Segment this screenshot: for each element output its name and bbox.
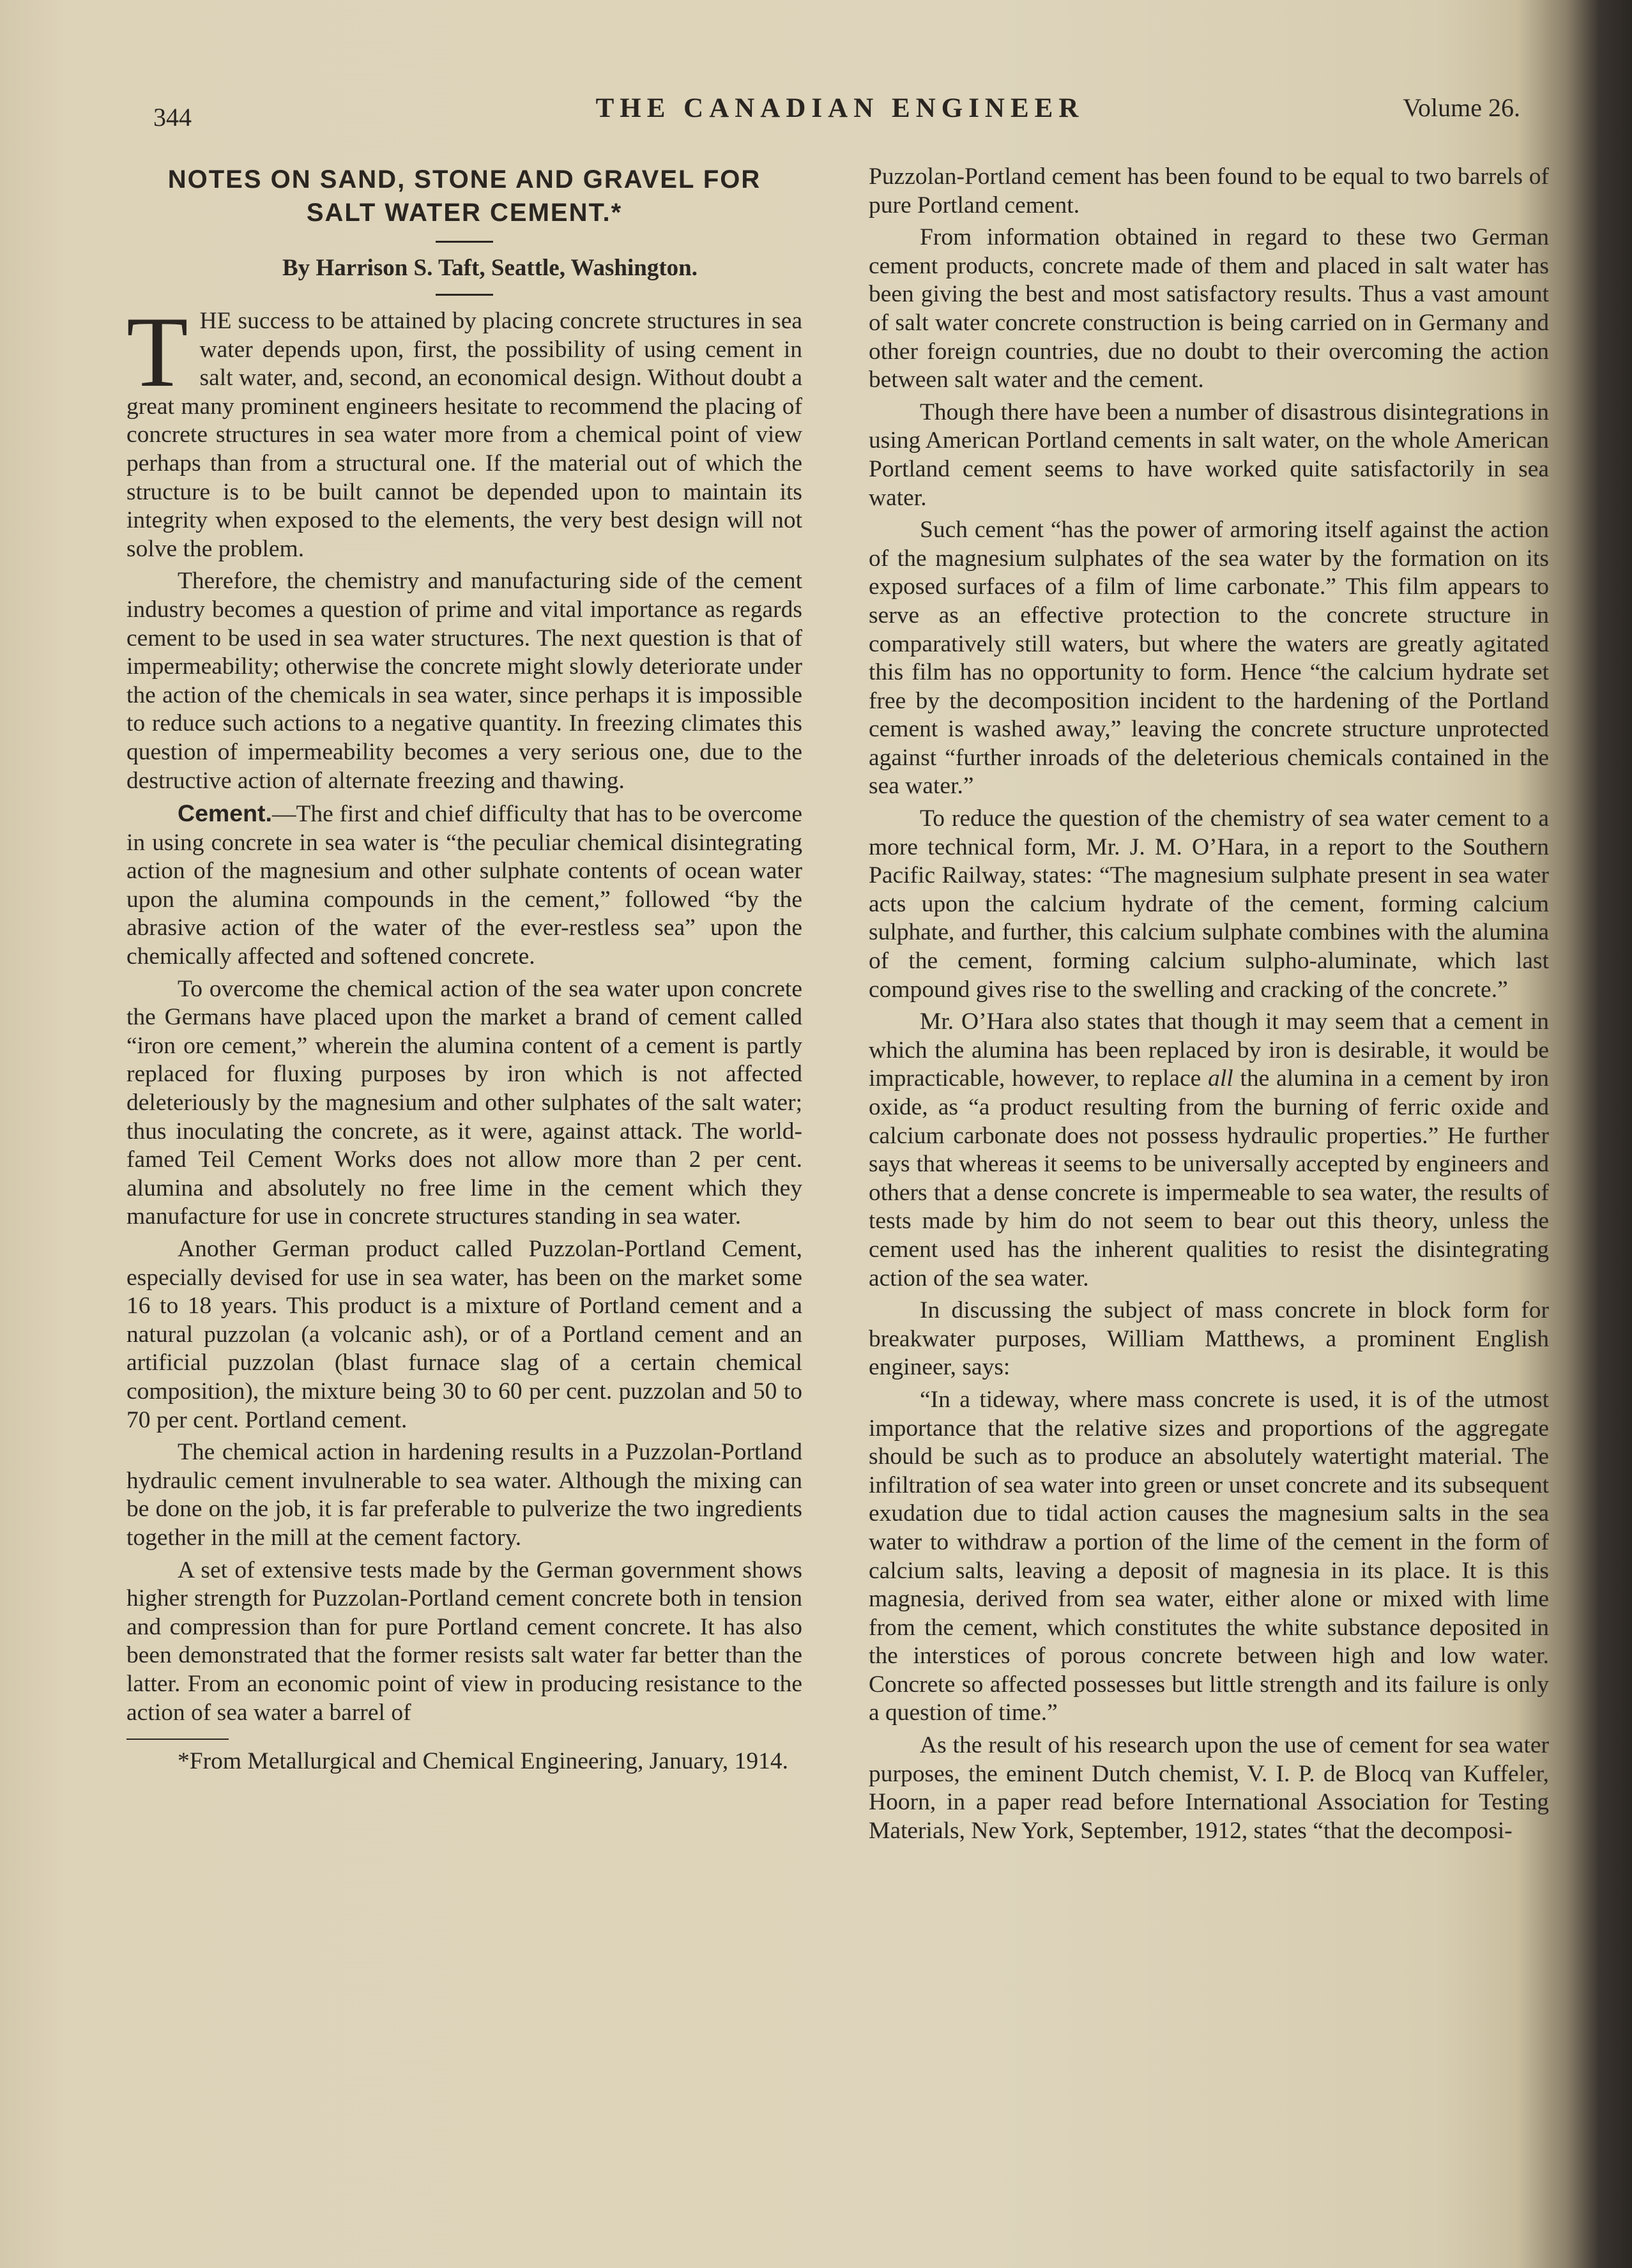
- emphasis-all: all: [1208, 1065, 1233, 1092]
- paragraph-12: To reduce the question of the chemistry of sea water cement to a more technical form, Mr. J. M. O’Hara, in a report to the Southern Pacific Railway, states: “The magnesium sulphate present in sea water acts upon the calcium hydrate of the cement, forming calcium sulphate, and further, this calcium sulphate combines with the alumina of the cement, forming calcium sulpho-aluminate, which last compound gives rise to the swelling and cracking of the concrete.”: [869, 805, 1549, 1003]
- byline-rule: [436, 294, 493, 296]
- block-quote: “In a tideway, where mass concrete is used, it is of the utmost importance that the relative sizes and proportions of the aggregate should be such as to produce an absolutely watertight material. The infiltration of sea water into green or unset concrete and its subsequent exudation due to tidal action causes the magnesium salts in the sea water to withdraw a portion of the lime of the cement in the form of calcium salts, leaving a deposit of magnesia in its place. It is this magnesia, derived from sea water, either alone or mixed with lime from the cement, which constitutes the white substance deposited in the interstices of porous concrete between high and low water. Concrete so affected possesses but little strength and its failure is only a question of time.”: [869, 1386, 1549, 1726]
- article-title-line-1: NOTES ON SAND, STONE AND GRAVEL FOR: [167, 165, 761, 194]
- drop-cap: T: [126, 296, 188, 408]
- paragraph-13-text-a: Mr. O’Hara also states that though it may seem that a cement in which the alumina has been replaced by iron is desirable, it would be impracticable, however, to replace: [869, 1008, 1549, 1092]
- paragraph-9: From information obtained in regard to these two German cement products, concrete made of them and placed in salt water has been giving the best and most satisfactory results. Thus a vast amount of salt water concrete construction is being carried on in Germany and other foreign countries, due no doubt to their overcoming the action between salt water and the cement.: [869, 224, 1549, 393]
- article-title-line-2: SALT WATER CEMENT.*: [306, 199, 623, 227]
- article-title: [126, 163, 802, 229]
- paragraph-6: The chemical action in hardening results in a Puzzolan-Portland hydraulic cement invulnerable to sea water. Although the mixing can be done on the job, it is far preferable to pulverize the two ingredients together in the mill at the cement factory.: [126, 1439, 802, 1551]
- footnote-rule: [126, 1739, 229, 1740]
- section-heading-cement: Cement.: [178, 800, 272, 827]
- paragraph-1: [126, 296, 802, 563]
- title-rule: [436, 241, 493, 243]
- paragraph-10: Though there have been a number of disastrous disintegrations in using American Portland cements in salt water, on the whole American Portland cement seems to have worked quite satisfactorily in sea water.: [869, 399, 1549, 511]
- paragraph-5: Another German product called Puzzolan-Portland Cement, especially devised for use in sea water, has been on the market some 16 to 18 years. This product is a mixture of Portland cement and a natural puzzolan (a volcanic ash), or of a Portland cement and an artificial puzzolan (blast furnace slag of a certain chemical composition), the mixture being 30 to 60 per cent. puzzolan and 50 to 70 per cent. Portland cement.: [126, 1236, 802, 1433]
- paragraph-13: [869, 1008, 1549, 1293]
- paragraph-2: Therefore, the chemistry and manufacturing side of the cement industry becomes a question of prime and vital importance as regards cement to be used in sea water structures. The next question is that of impermeability; otherwise the concrete might slowly deteriorate under the action of the chemicals in sea water, since perhaps it is impossible to reduce such actions to a negative quantity. In freezing climates this question of impermeability becomes a very serious one, due to the destructive action of alternate freezing and thawing.: [126, 568, 802, 794]
- paragraph-15: As the result of his research upon the use of cement for sea water purposes, the eminent Dutch chemist, V. I. P. de Blocq van Kuffeler, Hoorn, in a paper read before International Association for Testing Materials, New York, September, 1912, states “that the decomposi-: [869, 1732, 1549, 1844]
- paragraph-4: To overcome the chemical action of the sea water upon concrete the Germans have placed upon the market a brand of cement called “iron ore cement,” wherein the alumina content of a cement is partly replaced for fluxing purposes by iron which is not affected deleteriously by the magnesium and other sulphates of the salt water; thus inoculating the concrete, as it were, against attack. The world-famed Teil Cement Works does not allow more than 2 per cent. alumina and absolutely no free lime in the cement which they manufacture for use in concrete structures standing in sea water.: [126, 975, 802, 1230]
- paragraph-1-text: HE success to be attained by placing concrete structures in sea water depends upon, first, the possibility of using cement in salt water, and, second, an economical design. Without doubt a great many prominent engineers hesitate to recommend the placing of concrete structures in sea water more from a chemical point of view perhaps than from a structural one. If the material out of which the structure is to be built cannot be depended upon to maintain its integrity when exposed to the elements, the very best design will not solve the problem.: [126, 308, 802, 562]
- left-column: [126, 163, 802, 1779]
- journal-title: THE CANADIAN ENGINEER: [595, 93, 1085, 123]
- right-column: [869, 163, 1549, 1849]
- paragraph-3: [126, 799, 802, 971]
- paragraph-8: Puzzolan-Portland cement has been found to be equal to two barrels of pure Portland cement.: [869, 164, 1549, 218]
- paragraph-11: Such cement “has the power of armoring itself against the action of the magnesium sulphates of the sea water by the formation on its exposed surfaces of a film of lime carbonate.” This film appears to serve as an effective protection to the concrete structure in comparatively still waters, but where the waters are greatly agitated this film has no opportunity to form. Hence “the calcium hydrate set free by the decomposition incident to the hardening of the Portland cement is washed away,” leaving the concrete structure unprotected against “further inroads of the deleterious chemicals contained in the sea water.”: [869, 517, 1549, 800]
- paragraph-14: In discussing the subject of mass concrete in block form for breakwater purposes, William Matthews, a prominent English engineer, says:: [869, 1297, 1549, 1381]
- paragraph-3-text: —The first and chief difficulty that has to be overcome in using concrete in sea water is “the peculiar chemical disintegrating action of the magnesium and other sulphate contents of ocean water upon the alumina compounds in the cement,” followed “by the abrasive action of the water of the ever-restless sea” upon the chemically affected and softened concrete.: [126, 801, 802, 970]
- volume-label: Volume 26.: [1403, 93, 1520, 122]
- paragraph-13-text-b: the alumina in a cement by iron oxide, as “a product resulting from the burning of ferric oxide and calcium carbonate does not possess hydraulic properties.” He further says that whereas it seems to be universally accepted by engineers and others that a dense concrete is impermeable to sea water, the results of tests made by him do not seem to bear out this theory, unless the cement used has the inherent qualities to resist the disintegrating action of the sea water.: [869, 1065, 1550, 1291]
- page-number: 344: [153, 103, 192, 132]
- paragraph-7: A set of extensive tests made by the German government shows higher strength for Puzzolan-Portland cement concrete both in tension and compression than for pure Portland cement concrete. It has also been demonstrated that the former resists salt water far better than the latter. From an economic point of view in producing resistance to the action of sea water a barrel of: [126, 1556, 802, 1726]
- byline: By Harrison S. Taft, Seattle, Washington.: [282, 255, 698, 281]
- page-header: [128, 86, 1552, 132]
- footnote: *From Metallurgical and Chemical Engineering, January, 1914.: [178, 1748, 789, 1775]
